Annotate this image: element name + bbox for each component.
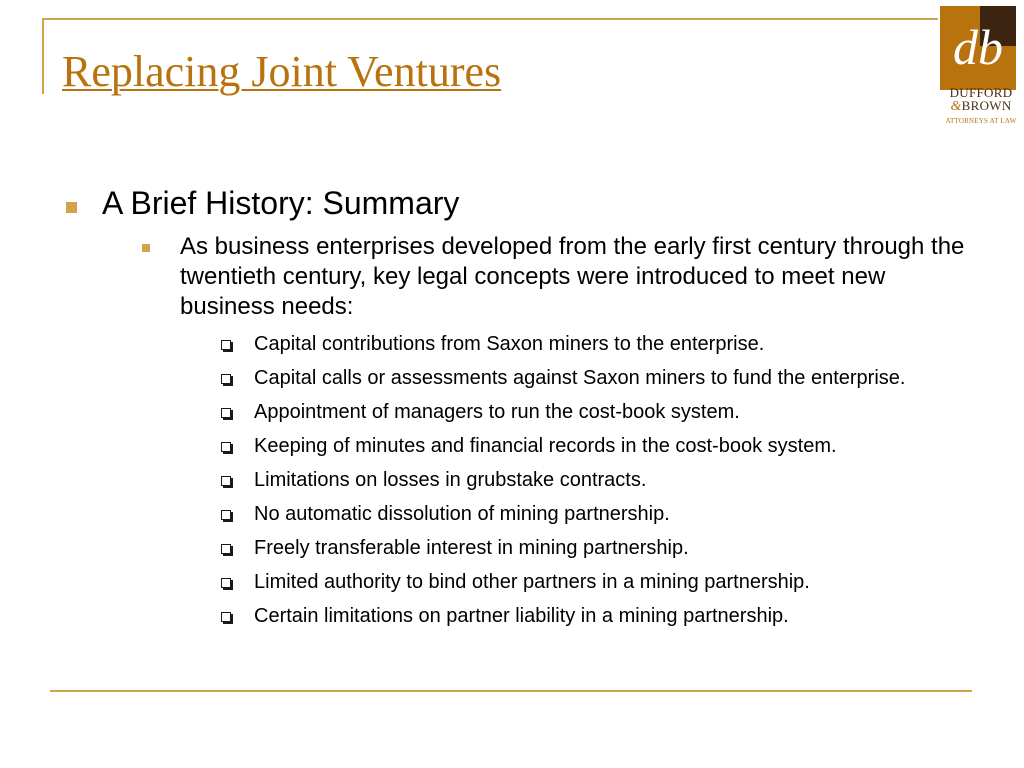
hollow-square-bullet-icon — [221, 408, 231, 418]
hollow-square-bullet-icon — [221, 442, 231, 452]
list-item-text: Capital calls or assessments against Saxon miners to fund the enterprise. — [254, 367, 906, 389]
slide-body — [62, 184, 982, 638]
list-item — [218, 468, 994, 492]
hollow-square-bullet-icon — [221, 612, 231, 622]
slide-title: Replacing Joint Ventures — [62, 47, 502, 96]
bullet-level1 — [62, 184, 982, 628]
logo-name-brown: BROWN — [961, 98, 1012, 113]
hollow-square-bullet-icon — [221, 374, 231, 384]
list-item — [218, 400, 994, 424]
hollow-square-bullet-icon — [221, 578, 231, 588]
square-bullet-icon — [142, 244, 150, 252]
firm-logo — [938, 4, 1020, 124]
logo-monogram-icon — [940, 6, 1016, 90]
list-item — [218, 536, 994, 560]
list-item-text: Capital contributions from Saxon miners to the enterprise. — [254, 333, 765, 355]
list-item-text: Freely transferable interest in mining partnership. — [254, 537, 689, 559]
footer-rule — [50, 690, 972, 692]
logo-name-line2 — [938, 99, 1024, 114]
frame-top-rule — [42, 18, 938, 20]
list-item — [218, 332, 994, 356]
list-item-text: Keeping of minutes and financial records in the cost-book system. — [254, 435, 837, 457]
list-item-text: Limitations on losses in grubstake contracts. — [254, 469, 647, 491]
list-item-text: Certain limitations on partner liability in a mining partnership. — [254, 605, 789, 627]
bullet-level2-list — [140, 232, 982, 628]
section-heading: A Brief History: Summary — [102, 185, 460, 221]
logo-name-line1: DUFFORD — [949, 85, 1013, 100]
logo-monogram-text: db — [953, 19, 1003, 75]
hollow-square-bullet-icon — [221, 510, 231, 520]
list-item-text: Limited authority to bind other partners in a mining partnership. — [254, 571, 810, 593]
frame-left-rule — [42, 18, 44, 94]
hollow-square-bullet-icon — [221, 544, 231, 554]
bullet-level2 — [140, 232, 970, 628]
logo-ampersand: & — [950, 99, 962, 114]
list-item — [218, 366, 994, 390]
list-item — [218, 434, 994, 458]
list-item — [218, 502, 994, 526]
list-item — [218, 604, 994, 628]
summary-points-list — [218, 332, 970, 628]
square-bullet-icon — [66, 202, 77, 213]
hollow-square-bullet-icon — [221, 476, 231, 486]
logo-tagline: ATTORNEYS AT LAW — [945, 117, 1017, 125]
list-item-text: No automatic dissolution of mining partnership. — [254, 503, 670, 525]
hollow-square-bullet-icon — [221, 340, 231, 350]
list-item — [218, 570, 994, 594]
list-item-text: Appointment of managers to run the cost-book system. — [254, 401, 740, 423]
intro-text: As business enterprises developed from the early first century through the twentieth century, key legal concepts were introduced to meet new business needs: — [180, 233, 965, 320]
